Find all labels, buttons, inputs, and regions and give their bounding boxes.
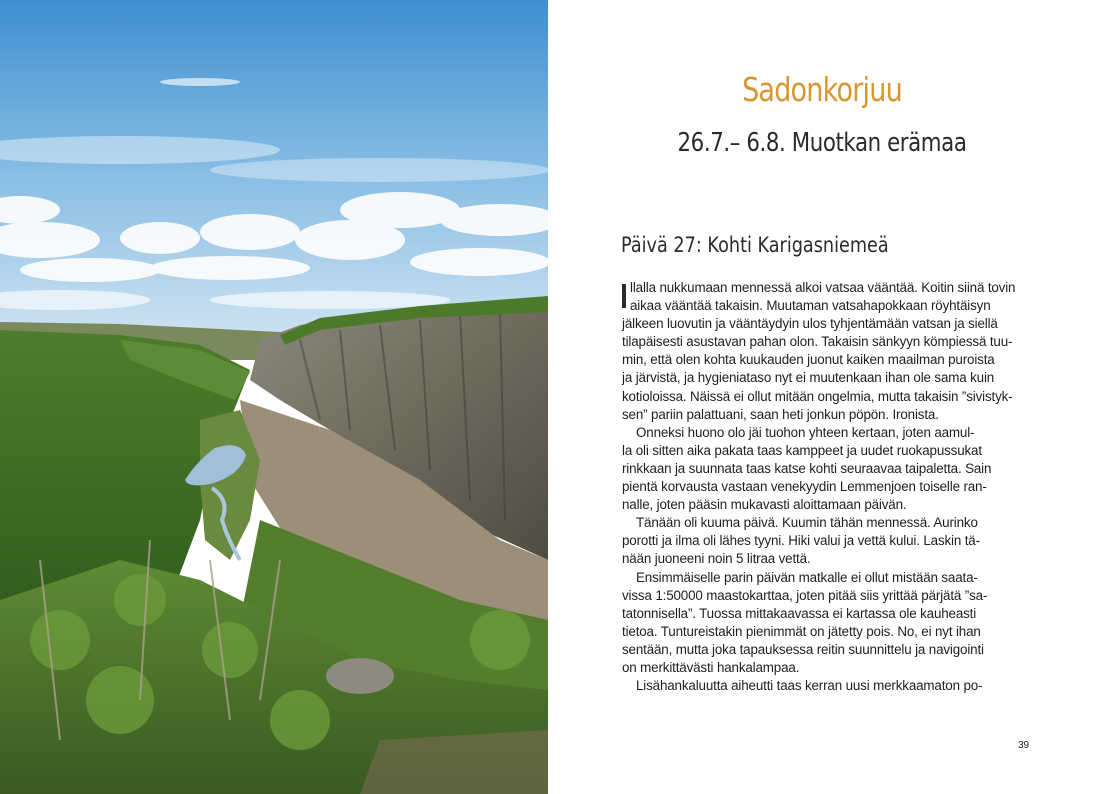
body-line: min, että olen kohta kuukauden juonut kaiken maailman puroista <box>622 352 995 368</box>
body-line: sen” pariin palattuani, saan heti jonkun pöpön. Ironista. <box>622 406 939 422</box>
body-line: on merkittävästi hankalampaa. <box>622 659 800 675</box>
body-line: vissa 1:50000 maastokarttaa, joten pitää siis yrittää pärjätä ”sa- <box>622 587 988 603</box>
body-line: jälkeen luovutin ja vääntäydyin ulos tyhjentämään vatsan ja siellä <box>622 316 998 332</box>
page-number: 39 <box>1018 740 1030 751</box>
body-line: kotioloissa. Näissä ei ollut mitään ongelmia, mutta takaisin ”sivistyk- <box>622 388 1013 404</box>
body-line: Lisähankaluutta aiheutti taas kerran uusi merkkaamaton po- <box>636 678 983 694</box>
body-line: Onneksi huono olo jäi tuohon yhteen kertaan, joten aamul- <box>636 424 975 440</box>
body-line: tilapäisesti asustavan pahan olon. Takaisin sänkyyn kömpiessä tuu- <box>622 334 1013 350</box>
body-text <box>622 279 1028 695</box>
body-line: tatonnisella”. Tuossa mittakaavassa ei kartassa ole kauheasti <box>622 605 977 621</box>
body-line: Ensimmäiselle parin päivän matkalle ei ollut mistään saata- <box>636 569 978 585</box>
chapter-subtitle: 26.7.– 6.8. Muotkan erämaa <box>677 128 967 158</box>
body-line: porotti ja ilma oli lähes tyyni. Hiki valui ja vettä kului. Laskin tä- <box>622 533 980 549</box>
chapter-title: Sadonkorjuu <box>742 70 902 109</box>
body-line: nalle, joten pääsin mukavasti aloittamaan päivän. <box>622 497 907 513</box>
body-line: Tänään oli kuuma päivä. Kuumin tähän mennessä. Aurinko <box>636 515 978 531</box>
body-line: aikaa vääntää takaisin. Muutaman vatsahapokkaan röyhtäisyn <box>630 298 991 314</box>
body-line: rinkkaan ja suunnata taas katse kohti seuraavaa taipaletta. Sain <box>622 460 992 476</box>
day-heading: Päivä 27: Kohti Karigasniemeä <box>621 233 889 257</box>
text-page <box>548 0 1096 794</box>
body-line: ja järvistä, ja hygieniataso nyt ei muutenkaan ihan ole sama kuin <box>622 370 995 386</box>
body-line: pientä korvausta vastaan venekyydin Lemmenjoen toiselle ran- <box>622 479 987 495</box>
body-line: sentään, mutta joka tapauksessa reitin suunnittelu ja navigointi <box>622 641 984 657</box>
body-line: la oli sitten aika pakata taas kamppeet ja uudet ruokapussukat <box>622 442 982 458</box>
body-line: nään juoneeni noin 5 litraa vettä. <box>622 551 811 567</box>
body-line: llalla nukkumaan mennessä alkoi vatsaa vääntää. Koitin siinä tovin <box>630 280 1016 295</box>
body-line: tietoa. Tuntureistakin pienimmät on jätetty pois. No, ei nyt ihan <box>622 623 981 639</box>
